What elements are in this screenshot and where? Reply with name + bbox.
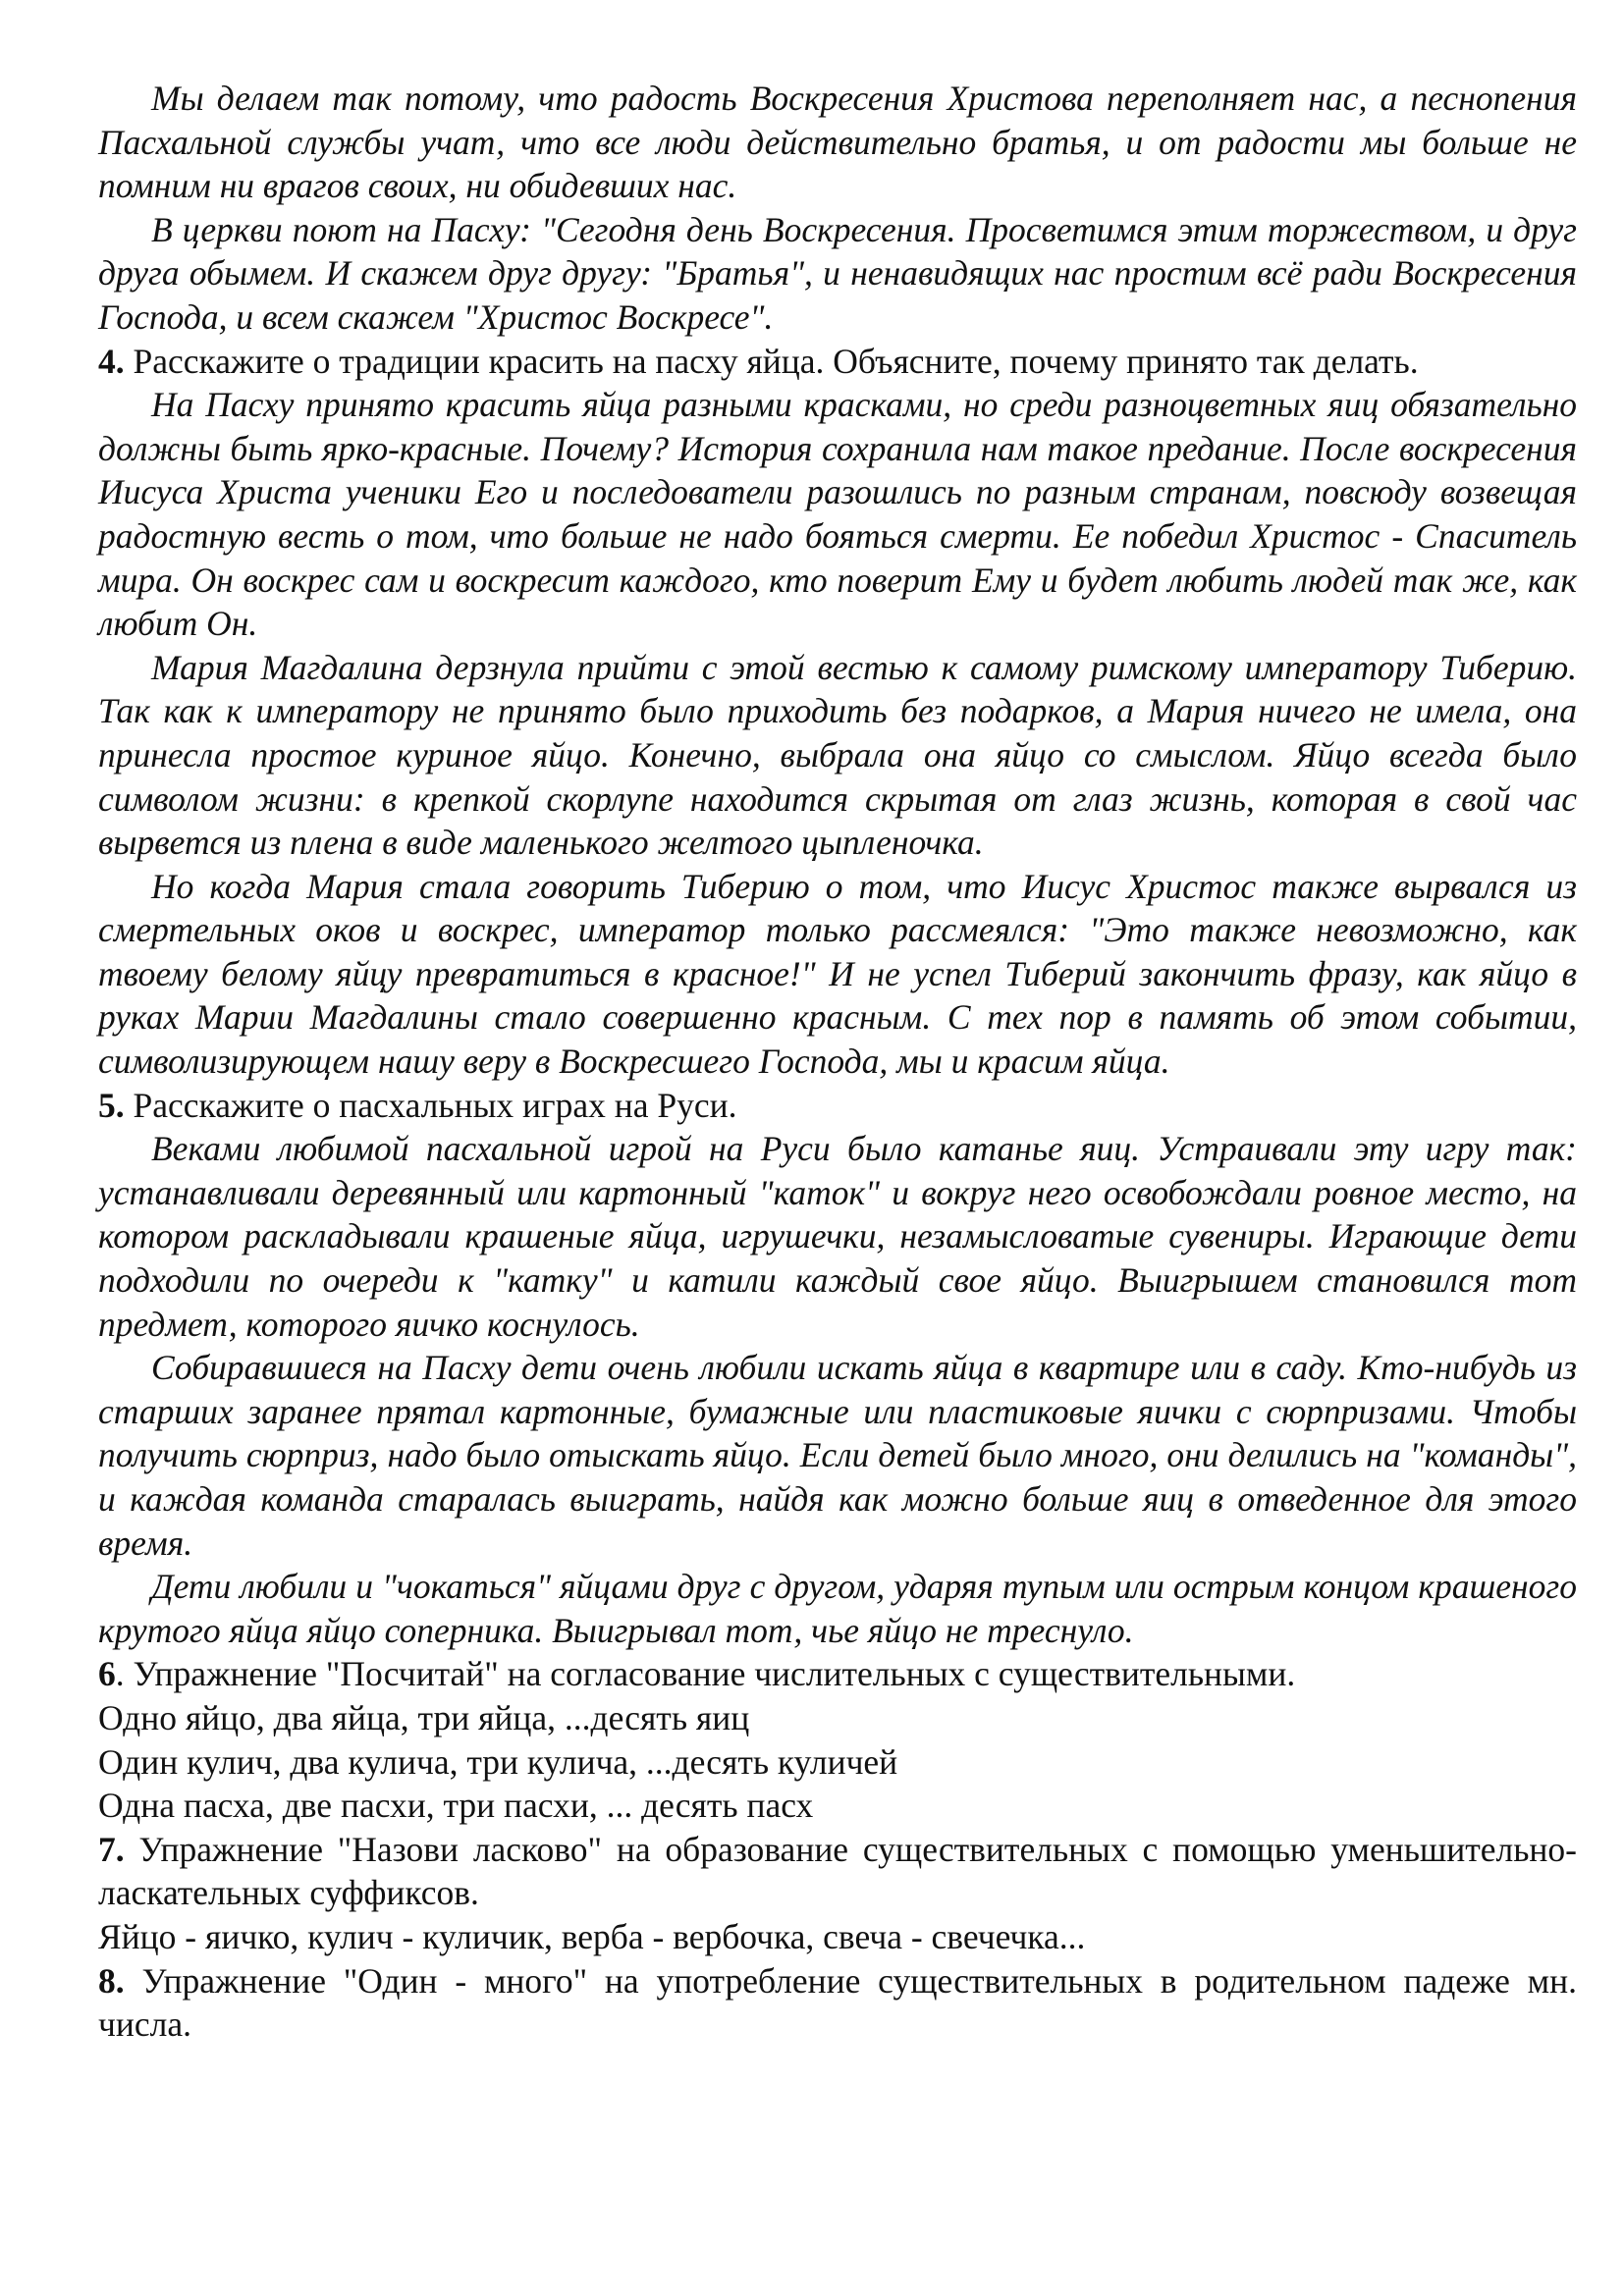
question-text: Упражнение "Один - много" на употребление существительных в родительном падеже мн. числа. (98, 1960, 1577, 2045)
question-number: 4. (98, 341, 125, 381)
answer-paragraph: Мария Магдалина дерзнула прийти с этой вестью к самому римскому императору Тиберию. Так как к императору не принято было приходить без подарков, а Мария ничего не имела, она принесла простое куриное яйцо. Конечно, выбрала она яйцо со смыслом. Яйцо всегда было символом жизни: в крепкой скорлупе находится скрытая от глаз жизнь, которая в свой час вырвется из плена в виде маленького желтого цыпленочка. (98, 647, 1577, 863)
answer-paragraph: Но когда Мария стала говорить Тиберию о том, что Иисус Христос также вырвался из смертельных оков и воскрес, император только рассмеялся: "Это также невозможно, как твоему белому яйцу превратиться в красное!" И не успел Тиберий закончить фразу, как яйцо в руках Марии Магдалины стало совершенно красным. С тех пор в память об этом событии, символизирующем нашу веру в Воскресшего Господа, мы и красим яйца. (98, 866, 1577, 1082)
question-paragraph (98, 1828, 1577, 1915)
question-text: Расскажите о пасхальных играх на Руси. (124, 1085, 737, 1125)
question-paragraph (98, 1084, 1577, 1128)
question-number: 8. (98, 1960, 125, 2001)
question-number: 6 (98, 1654, 116, 1694)
question-number: 7. (98, 1829, 125, 1869)
answer-paragraph: На Пасху принято красить яйца разными красками, но среди разноцветных яиц обязательно должны быть ярко-красные. Почему? История сохранила нам такое предание. После воскресения Иисуса Христа ученики Его и последователи разошлись по разным странам, повсюду возвещая радостную весть о том, что больше не надо бояться смерти. Ее победил Христос - Спаситель мира. Он воскрес сам и воскресит каждого, кто поверит Ему и будет любить людей так же, как любит Он. (98, 385, 1577, 644)
answer-paragraph: Дети любили и "чокаться" яйцами друг с другом, ударяя тупым или острым концом крашеного крутого яйца яйцо соперника. Выигрывал тот, чье яйцо не треснуло. (98, 1567, 1577, 1650)
exercise-line: Яйцо - яичко, кулич - куличик, верба - вербочка, свеча - свечечка... (98, 1916, 1086, 1956)
answer-paragraph: В церкви поют на Пасху: "Сегодня день Воскресения. Просветимся этим торжеством, и друг друга обымем. И скажем друг другу: "Братья", и ненавидящих нас простим всё ради Воскресения Господа, и всем скажем "Христос Воскресе". (98, 209, 1577, 337)
question-text: Расскажите о традиции красить на пасху яйца. Объясните, почему принято так делать. (124, 341, 1419, 381)
answer-paragraph: Собиравшиеся на Пасху дети очень любили искать яйца в квартире или в саду. Кто-нибудь из старших заранее прятал картонные, бумажные или пластиковые яички с сюрпризами. Чтобы получить сюрприз, надо было отыскать яйцо. Если детей было много, они делились на "команды", и каждая команда старалась выиграть, найдя как можно больше яиц в отведенное для этого время. (98, 1348, 1577, 1563)
question-paragraph (98, 340, 1577, 384)
exercise-line: Одно яйцо, два яйца, три яйца, ...десять яиц (98, 1697, 750, 1737)
question-text: Упражнение "Назови ласково" на образование существительных с помощью уменьшительно-ласкательных суффиксов. (98, 1829, 1577, 1913)
exercise-line: Одна пасха, две пасхи, три пасхи, ... десять пасх (98, 1786, 814, 1826)
question-paragraph (98, 1652, 1577, 1696)
question-paragraph (98, 1959, 1577, 2047)
answer-paragraph: Мы делаем так потому, что радость Воскресения Христова переполняет нас, а песнопения Пасхальной службы учат, что все люди действительно братья, и от радости мы больше не помним ни врагов своих, ни обидевших нас. (98, 79, 1577, 206)
exercise-line: Один кулич, два кулича, три кулича, ...десять куличей (98, 1741, 898, 1782)
answer-paragraph: Веками любимой пасхальной игрой на Руси было катанье яиц. Устраивали эту игру так: устанавливали деревянный или картонный "каток" и вокруг него освобождали ровное место, на котором раскладывали крашеные яйца, игрушечки, незамысловатые сувениры. Играющие дети подходили по очереди к "катку" и катили каждый свое яйцо. Выигрышем становился тот предмет, которого яичко коснулось. (98, 1129, 1577, 1344)
question-text: . Упражнение "Посчитай" на согласование числительных с существительными. (115, 1654, 1296, 1694)
question-number: 5. (98, 1085, 125, 1125)
